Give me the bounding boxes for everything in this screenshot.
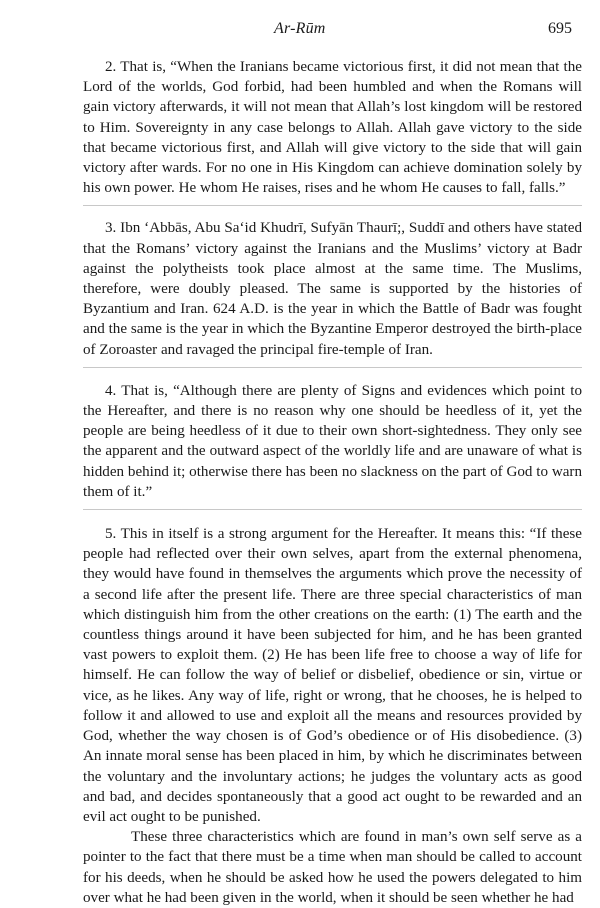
running-title: Ar-Rūm xyxy=(274,20,326,37)
note-divider xyxy=(83,509,582,510)
footnotes-body xyxy=(83,57,582,908)
note-4-paragraph: 4. That is, “Although there are plenty of Signs and evidences which point to the Hereafter, and there is no reason why one should be heedless of it, yet the people are being heedless of it due to their own short-sightedness. They only see the apparent and the outward aspect of the worldly life and are unaware of what is hidden behind it; otherwise there has been no slackness on the part of God to warn them of it.” xyxy=(83,382,582,500)
note-2-paragraph: 2. That is, “When the Iranians became victorious first, it did not mean that the Lord of the worlds, God forbid, had been humbled and when the Romans will gain victory afterwards, it will not mean that Allah’s lost kingdom will be restored to Him. Sovereignty in any case belongs to Allah. Allah gave victory to the side that became victorious first, and Allah will give victory to the side that will gain victory after wards. For no one in His Kingdom can achieve domination solely by his own power. He whom He raises, rises and he whom He causes to fall, falls.” xyxy=(83,59,582,197)
note-5-continuation-paragraph: These three characteristics which are found in man’s own self serve as a pointer to the fact that there must be a time when man should be called to account for his deeds, when he should be asked how he used the powers delegated to him over what he had been given in the world, when it should be seen whether he had xyxy=(83,829,582,906)
note-divider xyxy=(83,367,582,368)
note-5-paragraph: 5. This in itself is a strong argument for the Hereafter. It means this: “If these people had reflected over their own selves, apart from the external phenomena, they would have found in themselves the arguments which prove the necessity of a second life after the present life. There are three special characteristics of man which distinguish him from the other creations on the earth: (1) The earth and the countless things around it have been subjected for him, and he has been granted vast powers to exploit them. (2) He has been life free to choose a way of life for himself. He can follow the way of belief or disbelief, obedience or sin, virtue or vice, as he likes. Any way of life, right or wrong, that he chooses, he is helped to follow it and allowed to use and exploit all the means and resources provided by God, whether the way chosen is of God’s obedience or of His disobedience. (3) An innate moral sense has been placed in him, by which he discriminates between the voluntary and the involuntary actions; he judges the voluntary acts as good and bad, and decides spontaneously that a good act ought to be rewarded and an evil act ought to be punished. xyxy=(83,526,582,825)
running-head xyxy=(0,20,600,42)
page-number: 695 xyxy=(548,20,572,37)
note-divider xyxy=(83,205,582,206)
note-3-paragraph: 3. Ibn ‘Abbās, Abu Sa‘id Khudrī, Sufyān Thaurī;, Suddī and others have stated that the Romans’ victory against the Iranians and the Muslims’ victory at Badr against the polytheists took place almost at the same time. The Muslims, therefore, were doubly pleased. The same is supported by the histories of Byzantium and Iran. 624 A.D. is the year in which the Battle of Badr was fought and the same is the year in which the Byzantine Emperor destroyed the birth-place of Zoroaster and ravaged the principal fire-temple of Iran. xyxy=(83,220,582,358)
